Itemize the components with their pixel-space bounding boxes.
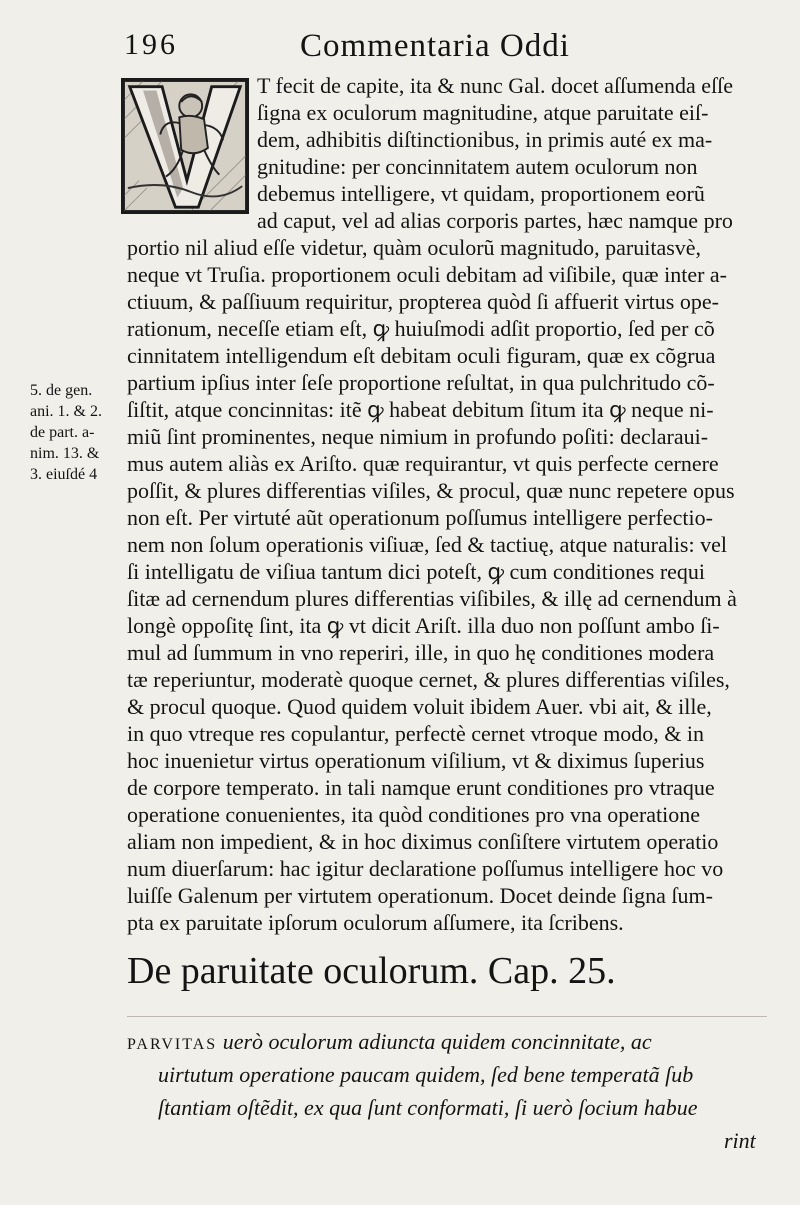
body-line: mul ad ſummum in vno reperiri, ille, in quo hę conditiones modera [127,640,715,665]
body-line: mus autem aliàs ex Ariſto. quæ requirantur, vt quis perfecte cernere [127,451,719,476]
body-line: neque vt Truſia. proportionem oculi debitam ad viſibile, quæ inter a- [127,262,728,287]
chapter-heading: De paruitate oculorum. Cap. 25. [127,950,616,992]
body-line: tæ reperiuntur, moderatè quoque cernet, & plures differentias viſiles, [127,667,730,692]
quote-line: rint [724,1128,756,1153]
body-line: & procul quoque. Quod quidem voluit ibidem Auer. vbi ait, & ille, [127,694,712,719]
body-line: nem non ſolum operationis viſiuæ, ſed & tactiuę, atque naturalis: vel [127,532,727,557]
decorated-initial [121,78,249,214]
body-line: ad caput, vel ad alias corporis partes, hæc namque pro [257,208,733,233]
marginal-note [30,380,120,485]
body-line: hoc inuenietur virtus operationum viſilium, vt & diximus ſuperius [127,748,705,773]
body-line: in quo vtreque res copulantur, perfectè cernet vtroque modo, & in [127,721,705,746]
marginal-line: de part. a- [30,424,95,441]
body-line: rationum, neceſſe etiam eſt, ꝙ huiuſmodi adſit proportio, ſed per cõ [127,316,715,341]
body-line: operatione conuenientes, ita quòd conditiones pro vna operatione [127,802,701,827]
body-line: cinnitatem intelligendum eſt debitam oculi figuram, quæ ex cõgrua [127,343,716,368]
marginal-line: nim. 13. & [30,445,100,462]
body-line: aliam non impedient, & in hoc diximus conſiſtere virtutem operatio [127,829,719,854]
body-line: ctiuum, & paſſiuum requiritur, propterea quòd ſi affuerit virtus ope- [127,289,719,314]
body-line: poſſit, & plures differentias viſiles, & procul, quæ nunc repetere opus [127,478,735,503]
body-line: ſigna ex oculorum magnitudine, atque paruitate eiſ- [257,100,709,125]
body-line: ſiſtit, atque concinnitas: itẽ ꝙ habeat debitum ſitum ita ꝙ neque ni- [127,397,714,422]
body-line: dem, adhibitis diſtinctionibus, in primis auté ex ma- [257,127,713,152]
quote-lead-word: PARVITAS [127,1036,218,1053]
body-line: num diuerſarum: hac igitur declaratione poſſumus intelligere hoc vo [127,856,724,881]
quote-line-rest: uerò oculorum adiuncta quidem concinnitate, ac [217,1029,652,1054]
body-line: T fecit de capite, ita & nunc Gal. docet aſſumenda eſſe [257,73,734,98]
marginal-line: 5. de gen. [30,382,93,399]
body-line: gnitudine: per concinnitatem autem oculorum non [257,154,698,179]
marginal-line: 3. eiuſdé 4 [30,466,98,483]
body-line: ſi intelligatu de viſiua tantum dici poteſt, ꝙ cum conditiones requi [127,559,706,584]
woodcut-initial-v-illustration [124,81,246,211]
body-line: luiſſe Galenum per virtutem operationum. Docet deinde ſigna ſum- [127,883,713,908]
quote-line [127,1028,652,1059]
marginal-line: ani. 1. & 2. [30,403,102,420]
divider [127,1016,767,1017]
quote-line: uirtutum operatione paucam quidem, ſed bene temperatã ſub [158,1062,694,1087]
body-line: pta ex paruitate ipſorum oculorum aſſumere, ita ſcribens. [127,910,624,935]
page-header [124,28,764,72]
running-title: Commentaria Oddi [300,28,570,64]
page-number: 196 [124,28,178,61]
body-line: non eſt. Per virtuté aũt operationum poſſumus intelligere perfectio- [127,505,713,530]
body-line: debemus intelligere, vt quidam, proportionem eorũ [257,181,705,206]
body-line: de corpore temperato. in tali namque erunt conditiones pro vtraque [127,775,715,800]
body-line: ſitæ ad cernendum plures differentias viſibiles, & illę ad cernendum à [127,586,737,611]
body-line: miũ ſint prominentes, neque nimium in profundo poſiti: declaraui- [127,424,709,449]
quote-line: ſtantiam oſtẽdit, ex qua ſunt conformati, ſi uerò ſocium habue [158,1095,698,1120]
body-line: partium ipſius inter ſeſe proportione reſultat, in qua pulchritudo cõ- [127,370,715,395]
body-line: longè oppoſitę ſint, ita ꝙ vt dicit Ariſt. illa duo non poſſunt ambo ſi- [127,613,720,638]
body-line: portio nil aliud eſſe videtur, quàm oculorũ magnitudo, paruitasvè, [127,235,702,260]
